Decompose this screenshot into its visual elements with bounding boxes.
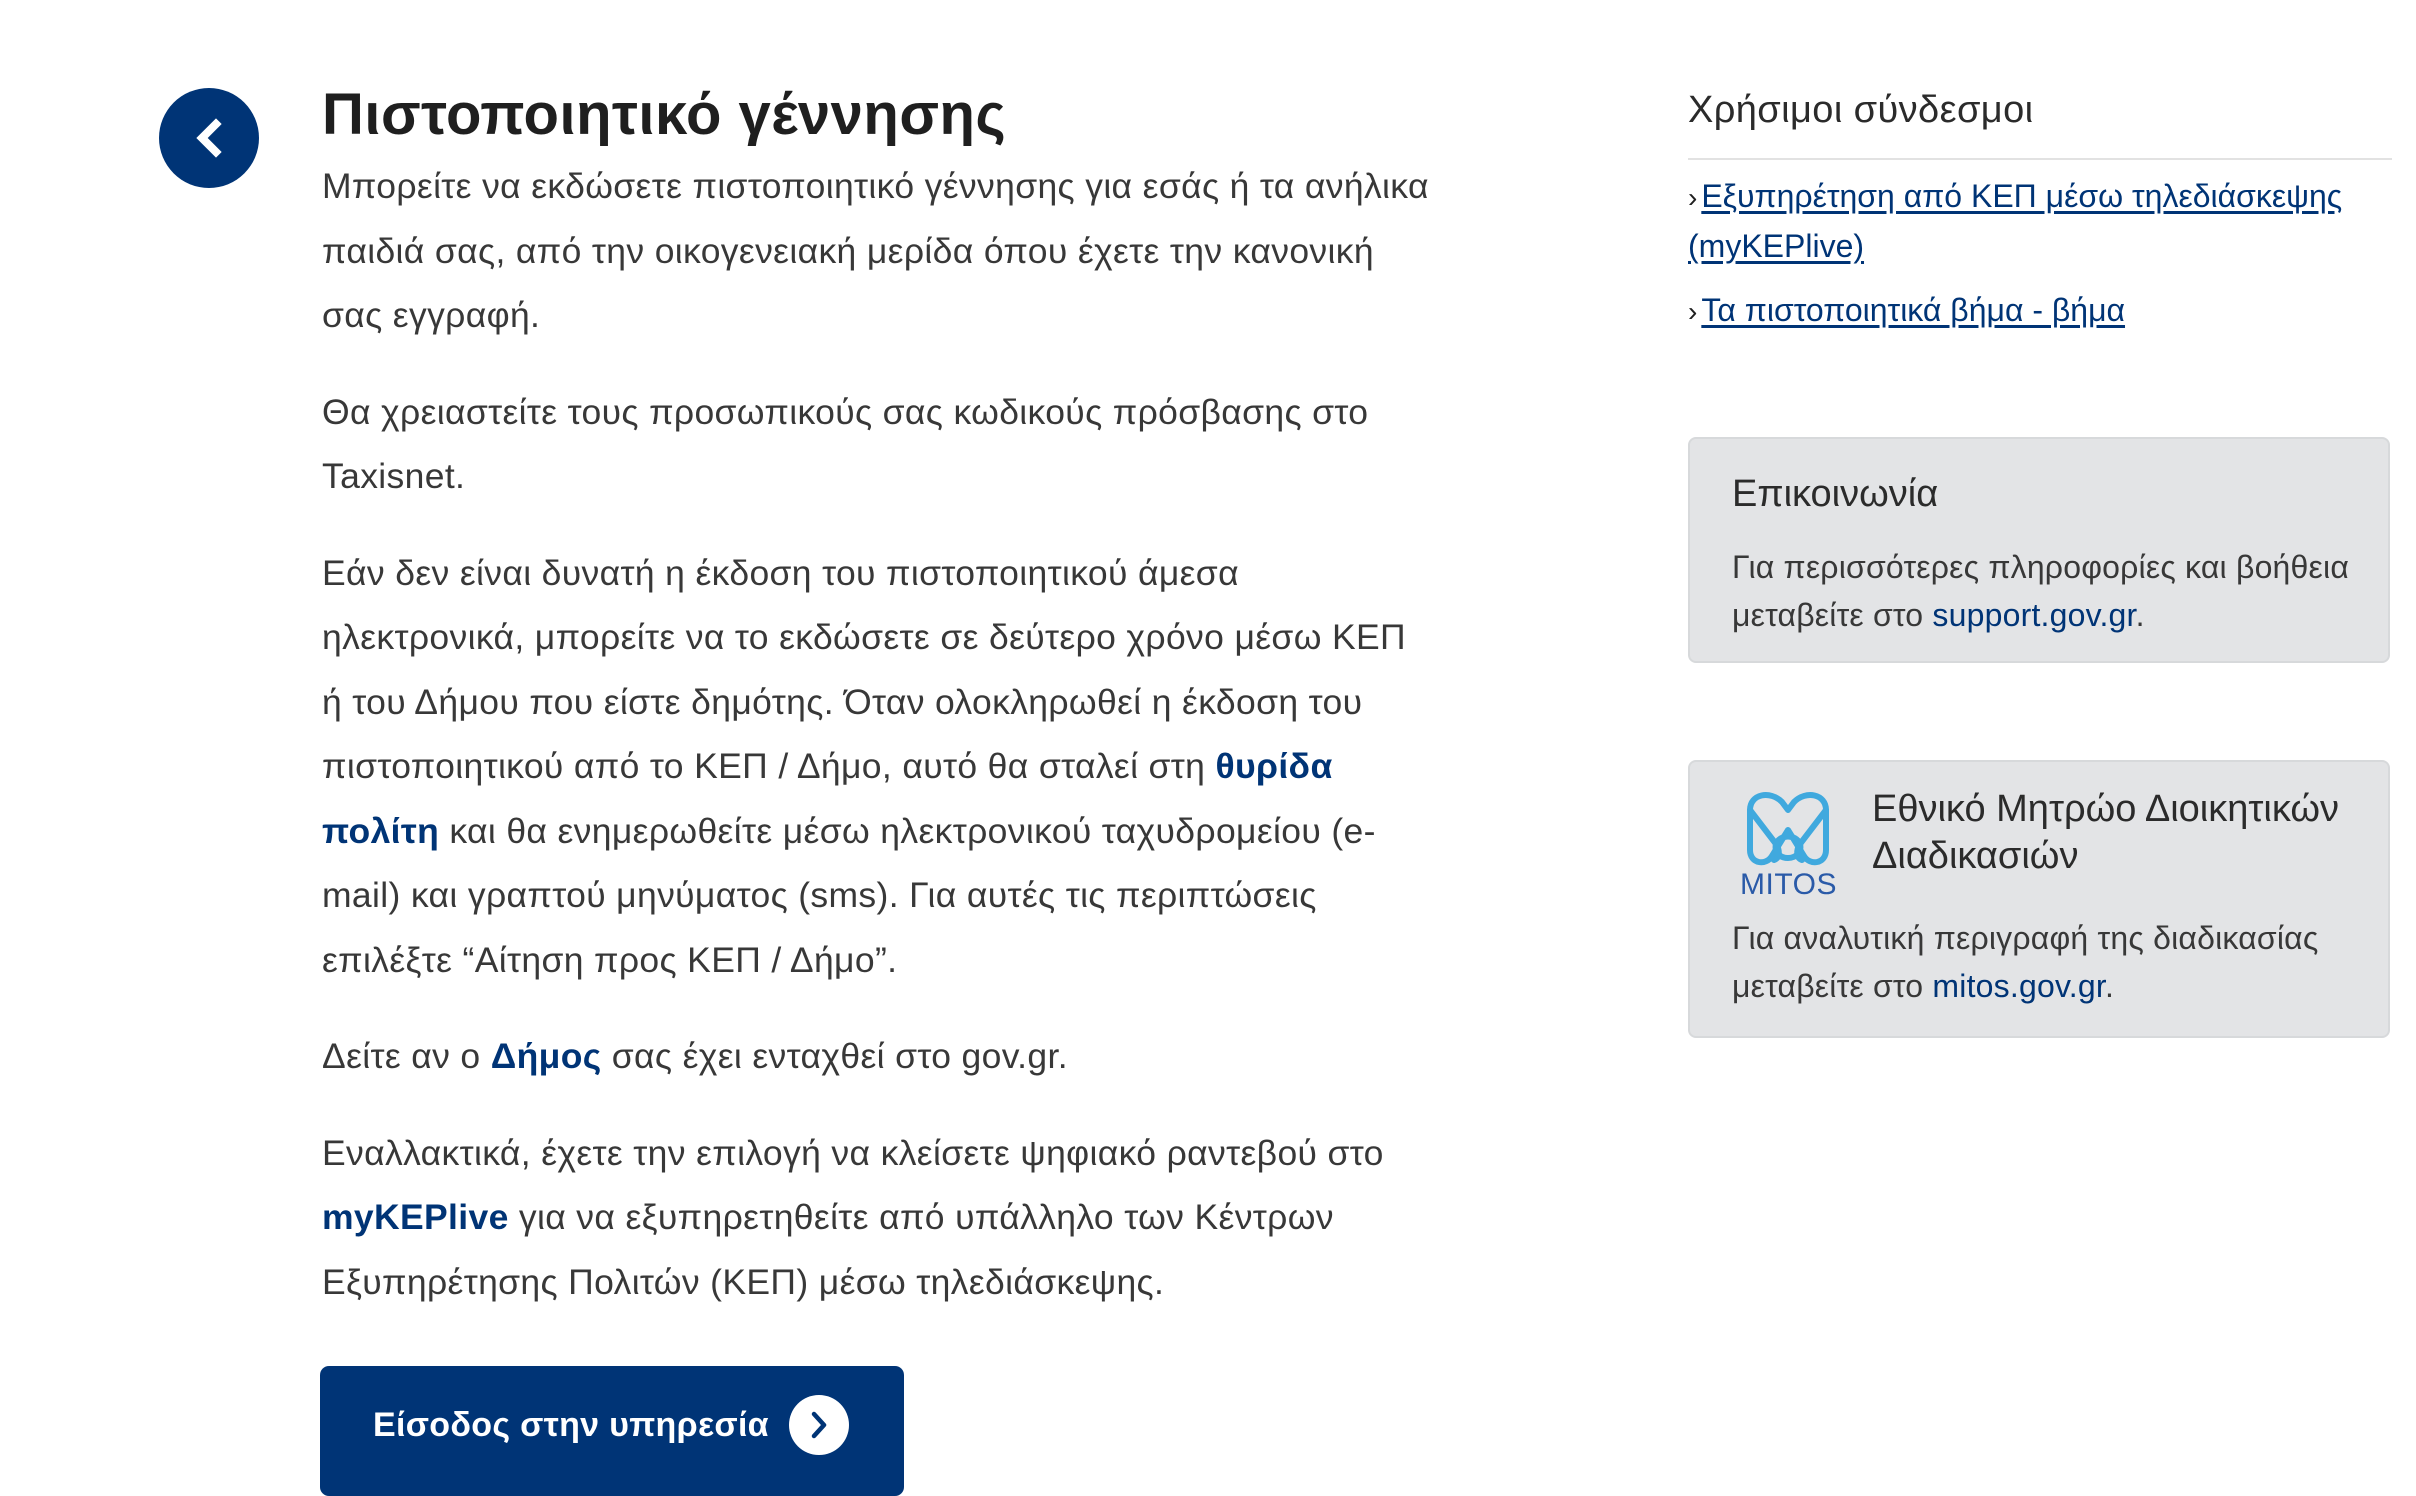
kep-paragraph: Εάν δεν είναι δυνατή η έκδοση του πιστοποιητικού άμεσα ηλεκτρονικά, μπορείτε να το εκδώσετε σε δεύτερο χρόνο μέσω ΚΕΠ ή του Δήμου που είστε δημότης. Όταν ολοκληρωθεί η έκδοση του πιστοποιητικού από το ΚΕΠ / Δήμο, αυτό θα σταλεί στη θυρίδα πολίτη και θα ενημερωθείτε μέσω ηλεκτρονικού ταχυδρομείου (e-mail) και γραπτού μηνύματος (sms). Για αυτές τις περιπτώσεις επιλέξτε “Αίτηση προς ΚΕΠ / Δήμο”. xyxy=(322,552,1407,980)
link-certificates-step-by-step[interactable]: Τα πιστοποιητικά βήμα - βήμα xyxy=(1701,292,2126,328)
mykeplive-paragraph: Εναλλακτικά, έχετε την επιλογή να κλείσετε ψηφιακό ραντεβού στο myKEPlive για να εξυπηρετηθείτε από υπάλληλο των Κέντρων Εξυπηρέτησης Πολιτών (ΚΕΠ) μέσω τηλεδιάσκεψης. xyxy=(322,1132,1384,1302)
chevron-right-icon: › xyxy=(1688,182,1698,213)
sidebar xyxy=(1688,80,2392,352)
page-title: Πιστοποιητικό γέννησης xyxy=(322,82,1007,147)
contact-box xyxy=(1688,437,2390,663)
enter-service-button[interactable] xyxy=(320,1366,904,1496)
municipality-link[interactable]: Δήμος xyxy=(490,1036,602,1076)
municipality-paragraph: Δείτε αν ο Δήμος σας έχει ενταχθεί στο gov.gr. xyxy=(322,1036,1068,1076)
mitos-text: Για αναλυτική περιγραφή της διαδικασίας μεταβείτε στο mitos.gov.gr. xyxy=(1732,920,2319,1004)
mykeplive-link[interactable]: myKEPlive xyxy=(322,1197,509,1237)
divider xyxy=(1688,158,2392,160)
list-item xyxy=(1688,172,2392,270)
useful-links-list xyxy=(1688,172,2392,336)
useful-links-heading: Χρήσιμοι σύνδεσμοι xyxy=(1688,89,2034,131)
mitos-heading: Εθνικό Μητρώο Διοικητικών Διαδικασιών xyxy=(1872,788,2340,877)
contact-text: Για περισσότερες πληροφορίες και βοήθεια μεταβείτε στο support.gov.gr. xyxy=(1732,549,2350,633)
contact-heading: Επικοινωνία xyxy=(1732,473,1939,515)
mitos-box xyxy=(1688,760,2390,1038)
link-mykeplive[interactable]: Εξυπηρέτηση από ΚΕΠ μέσω τηλεδιάσκεψης (myKEPlive) xyxy=(1688,178,2343,264)
citizen-inbox-link[interactable]: θυρίδα πολίτη xyxy=(322,746,1333,851)
chevron-right-icon xyxy=(789,1395,849,1455)
support-link[interactable]: support.gov.gr xyxy=(1932,597,2136,633)
mitos-wordmark: MITOS xyxy=(1740,868,1837,901)
intro-paragraph: Μπορείτε να εκδώσετε πιστοποιητικό γέννησης για εσάς ή τα ανήλικα παιδιά σας, από την οικογενειακή μερίδα όπου έχετε την κανονική σας εγγραφή. xyxy=(322,166,1429,335)
back-button[interactable] xyxy=(159,88,259,188)
enter-service-label: Είσοδος στην υπηρεσία xyxy=(373,1406,769,1444)
chevron-right-icon: › xyxy=(1688,296,1698,327)
mitos-logo-icon xyxy=(1740,788,1836,868)
mitos-link[interactable]: mitos.gov.gr xyxy=(1932,968,2105,1004)
mitos-logo xyxy=(1740,788,1836,908)
taxisnet-paragraph: Θα χρειαστείτε τους προσωπικούς σας κωδικούς πρόσβασης στο Taxisnet. xyxy=(322,391,1369,496)
chevron-left-icon xyxy=(192,118,226,158)
list-item xyxy=(1688,286,2392,336)
main-content xyxy=(322,76,1432,1346)
